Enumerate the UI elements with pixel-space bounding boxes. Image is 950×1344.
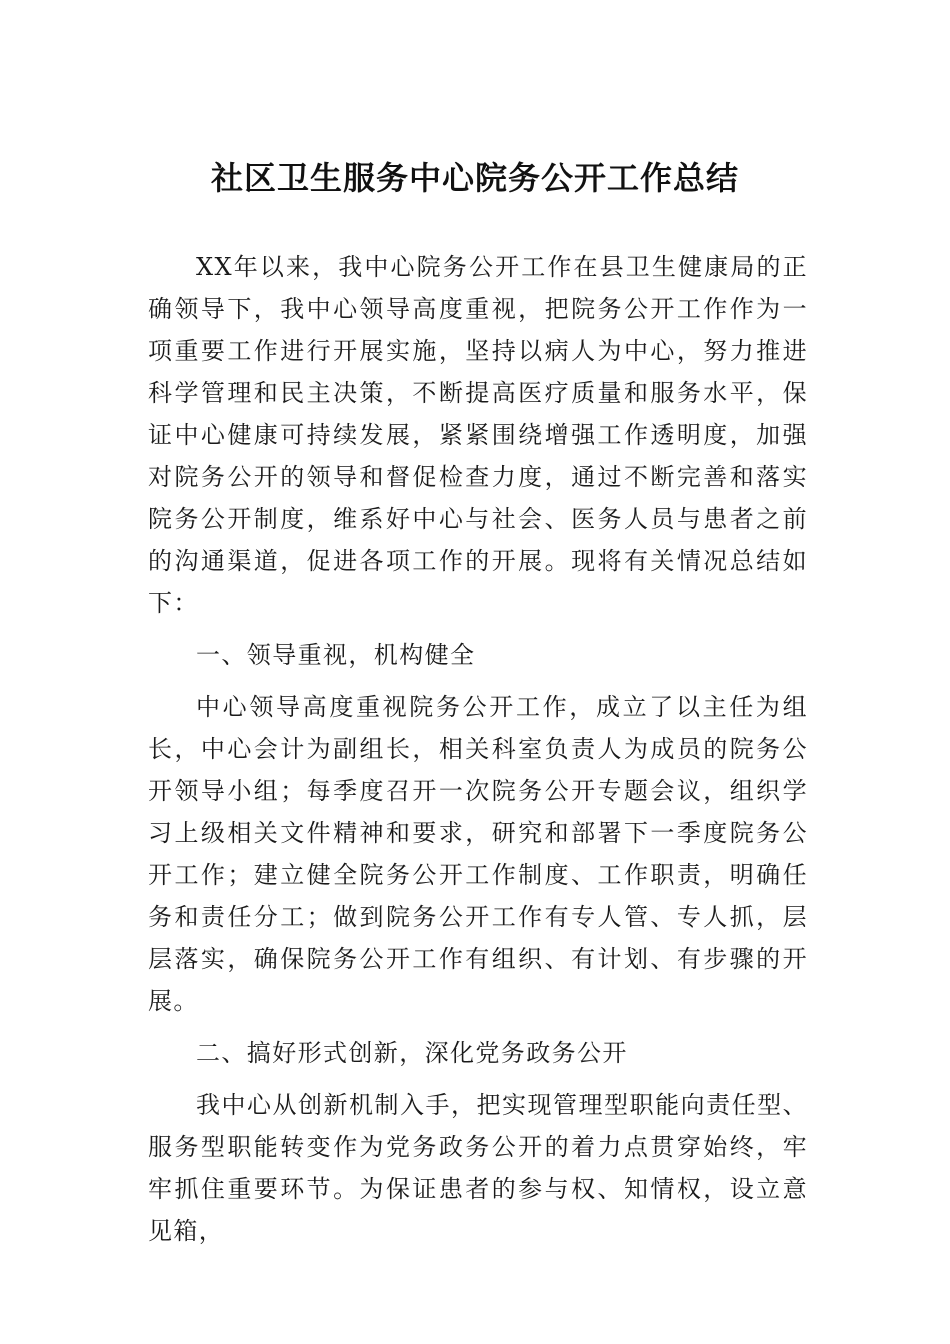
- section-heading-2: 二、搞好形式创新，深化党务政务公开: [196, 1039, 628, 1067]
- document-body: [148, 246, 808, 1252]
- section-heading-1: 一、领导重视，机构健全: [196, 641, 476, 669]
- section-1-paragraph: 中心领导高度重视院务公开工作，成立了以主任为组长，中心会计为副组长，相关科室负责人为成员的院务公开领导小组；每季度召开一次院务公开专题会议，组织学习上级相关文件精神和要求，研究和部署下一季度院务公开工作；建立健全院务公开工作制度、工作职责，明确任务和责任分工；做到院务公开工作有专人管、专人抓，层层落实，确保院务公开工作有组织、有计划、有步骤的开展。: [148, 693, 808, 1015]
- section-2-paragraph: 我中心从创新机制入手，把实现管理型职能向责任型、服务型职能转变作为党务政务公开的着力点贯穿始终，牢牢抓住重要环节。为保证患者的参与权、知情权，设立意见箱，: [148, 1091, 808, 1245]
- intro-paragraph: XX年以来，我中心院务公开工作在县卫生健康局的正确领导下，我中心领导高度重视，把院务公开工作作为一项重要工作进行开展实施，坚持以病人为中心，努力推进科学管理和民主决策，不断提高医疗质量和服务水平，保证中心健康可持续发展，紧紧围绕增强工作透明度，加强对院务公开的领导和督促检查力度，通过不断完善和落实院务公开制度，维系好中心与社会、医务人员与患者之前的沟通渠道，促进各项工作的开展。现将有关情况总结如下：: [148, 253, 808, 617]
- document-title: 社区卫生服务中心院务公开工作总结: [210, 159, 739, 197]
